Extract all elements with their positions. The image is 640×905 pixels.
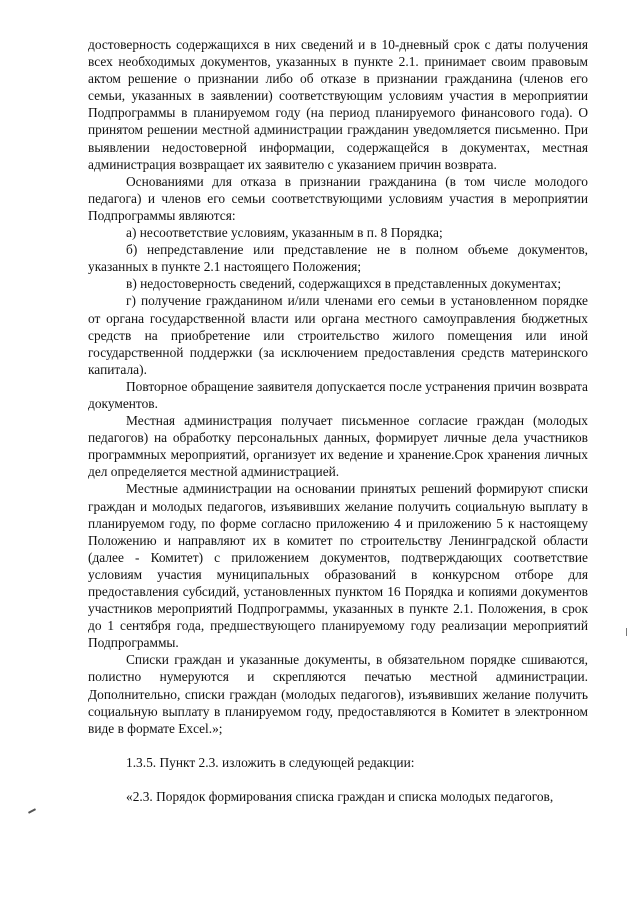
pen-mark [28, 808, 36, 814]
document-body [88, 36, 588, 805]
paragraph-repeat-application: Повторное обращение заявителя допускается после устранения причин возврата документов. [88, 378, 588, 411]
paragraph-lists-formation: Местные администрации на основании принятых решений формируют списки граждан и молодых педагогов, изъявивших желание получить социальную выплату в планируемом году, по форме согласно приложению 4 и приложению 5 к настоящему Положению и направляют их в комитет по строительству Ленинградской области (далее - Комитет) с приложением документов, подтверждающих соответствие условиям участия муниципальных образований в конкурсном отборе для предоставления субсидий, установленных пунктом 16 Порядка и копиями документов участников мероприятий Подпрограммы, указанных в пункте 2.1. Положения, в срок до 1 сентября года, предшествующего планируемому году реализации мероприятий Подпрограммы. [88, 481, 588, 651]
blank-line [88, 771, 588, 788]
paragraph-new-clause-start: «2.3. Порядок формирования списка граждан и списка молодых педагогов, [126, 788, 554, 804]
paragraph-amendment-heading: 1.3.5. Пункт 2.3. изложить в следующей редакции: [126, 754, 415, 770]
paragraph-personal-data-consent: Местная администрация получает письменное согласие граждан (молодых педагогов) на обработку персональных данных, формирует личные дела участников программных мероприятий, организует их ведение и хранение.Срок хранения личных дел определяется местной администрацией. [88, 413, 588, 480]
blank-line [88, 737, 588, 754]
scan-edge-mark [626, 628, 627, 636]
paragraph-lists-binding: Списки граждан и указанные документы, в обязательном порядке сшиваются, полистно нумеруются и скрепляются печатью местной администрации. Дополнительно, списки граждан (молодых педагогов), изъявивших желание получить социальную выплату в планируемом году, предоставляются в Комитет в электронном виде в формате Excel.»; [88, 652, 588, 736]
paragraph-refusal-grounds-intro: Основаниями для отказа в признании гражданина (в том числе молодого педагога) и членов его семьи соответствующими условиям участия в мероприятии Подпрограммы являются: [88, 173, 588, 223]
paragraph-ground-a: а) несоответствие условиям, указанным в п. 8 Порядка; [126, 225, 443, 241]
paragraph-ground-d: г) получение гражданином и/или членами его семьи в установленном порядке от органа государственной власти или органа местного самоуправления бюджетных средств на приобретение или строительство жилого помещения или иной государственной поддержки (за исключением предоставления средств материнского капитала). [88, 293, 588, 377]
paragraph-decision-notice: достоверность содержащихся в них сведений и в 10-дневный срок с даты получения всех необходимых документов, указанных в пункте 2.1. принимает своим правовым актом решение о признании либо об отказе в признании гражданина (членов его семьи, указанных в заявлении) соответствующим условиям участия в мероприятии Подпрограммы в планируемом году (на период планируемого финансового года). О принятом решении местной администрации гражданин уведомляется письменно. При выявлении недостоверной информации, содержащейся в документах, местная администрация возвращает их заявителю с указанием причин возврата. [88, 37, 588, 172]
paragraph-ground-b: б) непредставление или представление не в полном объеме документов, указанных в пункте 2.1 настоящего Положения; [88, 242, 588, 275]
paragraph-ground-c: в) недостоверность сведений, содержащихся в представленных документах; [126, 276, 562, 292]
